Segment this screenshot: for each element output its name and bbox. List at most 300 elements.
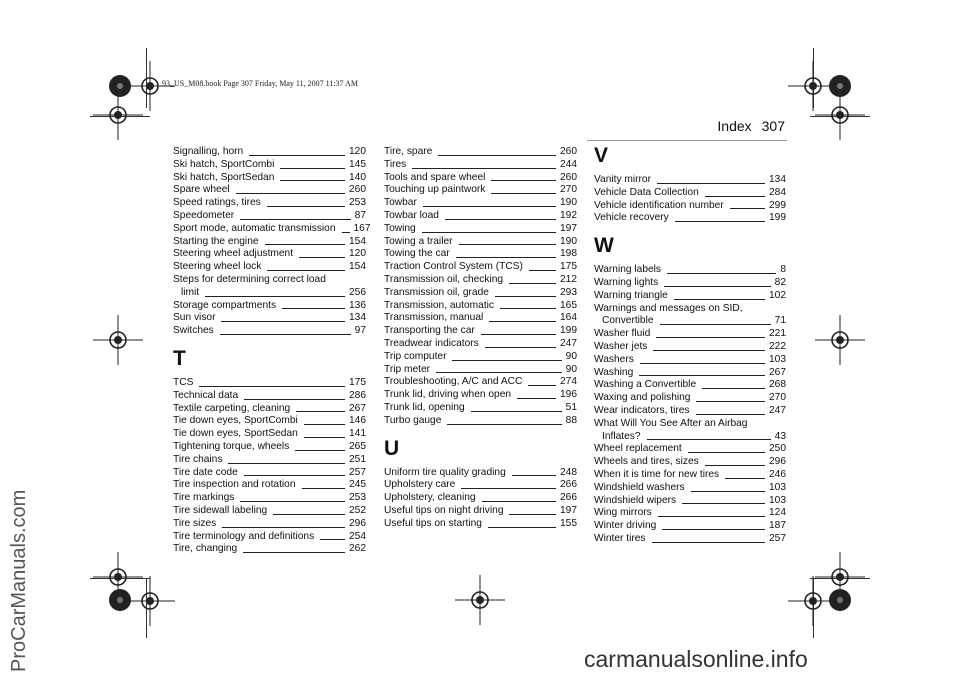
leader-line — [461, 488, 556, 489]
index-entry-text: Transmission oil, grade — [384, 286, 489, 298]
leader-line — [342, 232, 350, 233]
leader-line — [236, 193, 345, 194]
index-entry-page: 134 — [349, 312, 366, 324]
index-entry-page: 244 — [560, 158, 577, 170]
crosshair-mark-icon — [125, 576, 175, 626]
leader-line — [529, 270, 556, 271]
index-entry-text: Tie down eyes, SportSedan — [173, 428, 298, 440]
index-entry-text: Upholstery care — [384, 479, 456, 491]
index-entry-text: Tire, changing — [173, 543, 238, 555]
print-header-filename: 93_US_M08.book Page 307 Friday, May 11, 2007 11:37 AM — [162, 79, 358, 88]
index-entry-page: 221 — [769, 328, 786, 340]
leader-line — [222, 527, 345, 528]
leader-line — [696, 414, 766, 415]
leader-line — [674, 299, 765, 300]
index-entry-text: Signalling, horn — [173, 146, 244, 157]
index-entry — [384, 364, 577, 377]
index-entry-page: 284 — [769, 186, 786, 198]
leader-line — [730, 208, 765, 209]
index-entry-page: 199 — [560, 325, 577, 337]
index-entry-page: 257 — [349, 466, 366, 478]
index-entry-text: Towbar load — [384, 209, 439, 221]
index-entry-page: 175 — [349, 376, 366, 388]
index-entry-page: 296 — [769, 456, 786, 468]
index-entry-page: 254 — [349, 530, 366, 542]
index-entry-text: Windshield wipers — [594, 494, 677, 506]
index-entry-page: 247 — [560, 337, 577, 349]
index-entry — [173, 415, 366, 428]
leader-line — [436, 372, 562, 373]
leader-line — [658, 516, 765, 517]
leader-line — [199, 386, 345, 387]
index-entry — [594, 367, 786, 380]
index-entry — [594, 469, 786, 482]
leader-line — [664, 286, 770, 287]
leader-line — [489, 321, 556, 322]
index-entry-text: Tire sidewall labeling — [173, 504, 268, 516]
leader-line — [528, 385, 556, 386]
leader-line — [240, 219, 350, 220]
leader-line — [512, 475, 556, 476]
leader-line — [491, 180, 556, 181]
leader-line — [228, 463, 345, 464]
index-entry-text: Winter tires — [594, 532, 646, 544]
leader-line — [691, 491, 765, 492]
leader-line — [640, 363, 765, 364]
index-entry — [173, 274, 366, 300]
index-entry-text: Tire sizes — [173, 517, 217, 529]
index-entry — [384, 505, 577, 518]
index-entry-text: Trip computer — [384, 350, 447, 362]
index-entry — [173, 479, 366, 492]
leader-line — [656, 337, 765, 338]
index-entry — [173, 518, 366, 531]
leader-line — [299, 257, 345, 258]
index-entry-text: Towing the car — [384, 248, 450, 260]
index-entry-text: Warning triangle — [594, 289, 668, 301]
index-entry — [173, 236, 366, 249]
index-entry-text: When it is time for new tires — [594, 468, 720, 480]
index-entry-page: 260 — [560, 146, 577, 157]
index-entry-text: Vehicle identification number — [594, 199, 724, 211]
index-entry-text: Treadwear indicators — [384, 337, 479, 349]
index-entry-page: 8 — [780, 264, 786, 276]
index-entry — [173, 159, 366, 172]
index-entry — [594, 418, 786, 444]
registration-dot-icon — [828, 74, 852, 98]
index-entry — [384, 274, 577, 287]
index-entry — [173, 197, 366, 210]
index-letter-heading: W — [594, 234, 614, 258]
leader-line — [725, 478, 765, 479]
index-entry-page: 187 — [769, 520, 786, 532]
index-entry-page: 286 — [349, 389, 366, 401]
index-entry-page: 246 — [769, 468, 786, 480]
crosshair-mark-icon — [815, 315, 865, 365]
index-entry-page: 253 — [349, 492, 366, 504]
leader-line — [509, 283, 556, 284]
index-entry-text: Useful tips on starting — [384, 517, 482, 529]
index-entry-text: Warning lights — [594, 276, 659, 288]
index-entry-text: Tightening torque, wheels — [173, 440, 290, 452]
index-entry — [384, 338, 577, 351]
index-entry-text: Sport mode, automatic transmission — [173, 222, 336, 234]
index-entry — [384, 402, 577, 415]
leader-line — [517, 398, 556, 399]
index-entry — [594, 328, 786, 341]
index-entry-text: Storage compartments — [173, 299, 277, 311]
index-entry-page: 260 — [560, 171, 577, 183]
registration-dot-icon — [108, 588, 132, 612]
index-entry-text: What Will You See After an Airbag — [594, 417, 748, 429]
index-letter-heading: V — [594, 144, 609, 167]
index-entry-page: 270 — [769, 392, 786, 404]
index-entry-text: Tires — [384, 158, 407, 170]
index-entry-text: Upholstery, cleaning — [384, 492, 476, 504]
index-entry-text: Towbar — [384, 197, 417, 209]
index-entry-page: 140 — [349, 171, 366, 183]
index-entry-page: 266 — [560, 492, 577, 504]
index-entry-text: Windshield washers — [594, 481, 685, 493]
index-entry-text: Tire date code — [173, 466, 238, 478]
index-entry-text: Transmission oil, checking — [384, 273, 504, 285]
index-entry-page: 190 — [560, 197, 577, 209]
index-entry — [173, 543, 366, 556]
leader-line — [296, 411, 345, 412]
index-entry — [173, 505, 366, 518]
leader-line — [647, 439, 771, 440]
index-entry — [173, 172, 366, 185]
leader-line — [653, 350, 765, 351]
index-entry-text: Washing a Convertible — [594, 379, 697, 391]
leader-line — [273, 514, 345, 515]
index-entry-page: 262 — [349, 543, 366, 555]
index-entry-page: 251 — [349, 453, 366, 465]
index-entry-page: 267 — [769, 366, 786, 378]
index-entry — [594, 212, 786, 225]
leader-line — [696, 401, 765, 402]
index-entry-text: Transmission, manual — [384, 312, 484, 324]
index-entry-page: 102 — [769, 289, 786, 301]
index-entry-text: Washer jets — [594, 340, 648, 352]
index-entry-text: Tire chains — [173, 453, 223, 465]
index-entry — [384, 236, 577, 249]
index-entry-text: TCS — [173, 376, 194, 388]
index-entry-page: 247 — [769, 404, 786, 416]
leader-line — [688, 452, 765, 453]
leader-line — [304, 424, 345, 425]
index-entry — [173, 222, 371, 236]
leader-line — [495, 296, 556, 297]
leader-line — [282, 308, 345, 309]
index-entry-page: 87 — [354, 209, 366, 221]
index-entry-page: 248 — [560, 466, 577, 478]
index-entry — [384, 479, 577, 492]
index-entry-text: Wheels and tires, sizes — [594, 456, 699, 468]
registration-dot-icon — [108, 74, 132, 98]
index-entry-text: Traction Control System (TCS) — [384, 261, 523, 273]
index-entry-text: Transporting the car — [384, 325, 475, 337]
index-entry-text: Wing mirrors — [594, 507, 652, 519]
index-entry-page: 296 — [349, 517, 366, 529]
index-entry-page: 120 — [349, 146, 366, 157]
index-entry-page: 103 — [769, 481, 786, 493]
leader-line — [705, 465, 765, 466]
index-entry-page: 155 — [560, 517, 577, 529]
index-entry — [594, 495, 786, 508]
index-entry — [384, 287, 577, 300]
index-entry-text: Washer fluid — [594, 328, 651, 340]
index-entry-text: Steps for determining correct load — [173, 273, 326, 285]
index-entry-text: Uniform tire quality grading — [384, 466, 506, 478]
index-entry-page: 299 — [769, 199, 786, 211]
index-entry-text: Wear indicators, tires — [594, 404, 690, 416]
index-entry-page: 141 — [349, 428, 366, 440]
index-entry-page: 197 — [560, 222, 577, 234]
leader-line — [438, 155, 556, 156]
index-entry — [594, 290, 786, 303]
index-entry-page: 190 — [560, 235, 577, 247]
index-entry — [594, 392, 786, 405]
index-entry — [594, 482, 786, 495]
index-entry-text: Towing a trailer — [384, 235, 453, 247]
leader-line — [267, 206, 345, 207]
index-entry — [384, 351, 577, 364]
index-entry — [594, 507, 786, 520]
index-column-1 — [173, 146, 371, 556]
index-entry — [594, 264, 786, 277]
leader-line — [302, 488, 345, 489]
index-entry — [594, 405, 786, 418]
leader-line — [652, 542, 765, 543]
index-entry-text: Tie down eyes, SportCombi — [173, 415, 298, 427]
index-entry — [173, 248, 366, 261]
index-entry — [384, 261, 577, 274]
index-entry-text: Wheel replacement — [594, 443, 682, 455]
leader-line — [267, 270, 345, 271]
index-entry-page: 265 — [349, 440, 366, 452]
index-entry — [173, 261, 366, 274]
leader-line — [447, 424, 561, 425]
leader-line — [682, 503, 765, 504]
leader-line — [280, 168, 345, 169]
crosshair-mark-icon — [455, 575, 505, 625]
index-entry-text: Tire, spare — [384, 146, 433, 157]
index-column-2 — [384, 146, 577, 531]
index-entry-text: Troubleshooting, A/C and ACC — [384, 376, 523, 388]
leader-line — [265, 244, 345, 245]
index-entry — [594, 200, 786, 213]
index-entry-page: 266 — [560, 479, 577, 491]
leader-line — [456, 257, 556, 258]
index-entry-page: 165 — [560, 299, 577, 311]
index-entry — [384, 376, 577, 389]
index-entry — [173, 531, 366, 544]
index-entry-page: 90 — [565, 363, 577, 375]
index-entry — [384, 172, 577, 185]
index-entry-text: Switches — [173, 325, 214, 337]
index-entry-text: Trunk lid, opening — [384, 401, 465, 413]
index-entry-text: Vehicle recovery — [594, 212, 669, 224]
index-entry-text: Useful tips on night driving — [384, 504, 504, 516]
index-entry-text: Turbo gauge — [384, 414, 442, 426]
leader-line — [452, 360, 561, 361]
index-entry-text: Trip meter — [384, 363, 431, 375]
index-entry-page: 199 — [769, 212, 786, 224]
leader-line — [220, 334, 351, 335]
page-number: 307 — [761, 118, 785, 134]
leader-line — [509, 514, 556, 515]
leader-line — [491, 193, 556, 194]
index-entry — [384, 300, 577, 313]
index-entry-text: Winter driving — [594, 520, 657, 532]
leader-line — [481, 334, 556, 335]
index-entry-page: 267 — [349, 402, 366, 414]
index-entry-page: 88 — [565, 414, 577, 426]
leader-line — [662, 529, 765, 530]
index-entry — [594, 303, 786, 329]
index-entry-page: 154 — [349, 235, 366, 247]
index-entry — [173, 300, 366, 313]
index-entry-page: 260 — [349, 184, 366, 196]
index-entry-page: 175 — [560, 261, 577, 273]
index-entry-text: Warnings and messages on SID, — [594, 302, 743, 314]
leader-line — [243, 552, 345, 553]
index-entry-text: Spare wheel — [173, 184, 230, 196]
index-entry-text: Technical data — [173, 389, 239, 401]
leader-line — [423, 206, 556, 207]
index-letter-heading: T — [173, 346, 186, 370]
index-entry — [384, 389, 577, 402]
index-entry-page: 274 — [560, 376, 577, 388]
index-entry — [594, 174, 786, 187]
index-entry-continuation: Inflates? — [602, 430, 641, 442]
leader-line — [221, 321, 345, 322]
index-entry-page: 270 — [560, 184, 577, 196]
index-entry-page: 250 — [769, 443, 786, 455]
index-entry — [594, 354, 786, 367]
index-entry — [173, 184, 366, 197]
index-entry-continuation: limit — [181, 286, 200, 298]
index-entry — [594, 443, 786, 456]
index-entry-page: 198 — [560, 248, 577, 260]
index-entry — [594, 341, 786, 354]
leader-line — [459, 244, 556, 245]
index-entry-text: Towing — [384, 222, 416, 234]
index-entry-text: Speed ratings, tires — [173, 197, 261, 209]
index-entry — [173, 454, 366, 467]
leader-line — [205, 296, 345, 297]
index-entry-page: 268 — [769, 379, 786, 391]
leader-line — [657, 183, 765, 184]
index-column-3 — [594, 146, 786, 546]
index-entry — [594, 533, 786, 546]
index-entry-text: Touching up paintwork — [384, 184, 486, 196]
leader-line — [320, 539, 345, 540]
index-entry-page: 90 — [565, 350, 577, 362]
leader-line — [660, 324, 771, 325]
index-entry — [173, 467, 366, 480]
index-entry-text: Tire inspection and rotation — [173, 479, 296, 491]
index-entry — [173, 377, 366, 390]
leader-line — [702, 388, 765, 389]
index-entry — [173, 312, 366, 325]
leader-line — [675, 221, 765, 222]
index-entry-page: 51 — [565, 401, 577, 413]
index-entry — [173, 146, 366, 159]
index-entry — [384, 312, 577, 325]
index-entry-page: 134 — [769, 174, 786, 185]
index-entry — [173, 428, 366, 441]
index-entry — [594, 456, 786, 469]
index-entry-page: 253 — [349, 197, 366, 209]
leader-line — [482, 501, 556, 502]
leader-line — [485, 347, 556, 348]
index-entry-text: Trunk lid, driving when open — [384, 389, 512, 401]
index-entry — [384, 210, 577, 223]
leader-line — [500, 308, 556, 309]
page-header-title: Index — [717, 118, 752, 134]
index-entry-text: Warning labels — [594, 264, 662, 276]
index-entry — [173, 403, 366, 416]
index-entry — [594, 187, 786, 200]
index-entry-page: 196 — [560, 389, 577, 401]
index-entry-text: Steering wheel adjustment — [173, 248, 294, 260]
index-entry-text: Speedometer — [173, 209, 235, 221]
index-entry-page: 252 — [349, 504, 366, 516]
leader-line — [280, 180, 345, 181]
leader-line — [422, 232, 556, 233]
leader-line — [412, 168, 556, 169]
leader-line — [445, 219, 556, 220]
index-letter-heading: U — [384, 436, 400, 460]
index-entry — [384, 248, 577, 261]
index-entry — [384, 197, 577, 210]
index-entry — [384, 159, 577, 172]
index-entry-page: 82 — [774, 276, 786, 288]
index-entry-text: Sun visor — [173, 312, 216, 324]
index-entry-page: 145 — [349, 158, 366, 170]
leader-line — [705, 196, 765, 197]
index-entry — [173, 441, 366, 454]
index-entry-text: Tools and spare wheel — [384, 171, 486, 183]
index-entry — [173, 210, 366, 223]
index-entry — [384, 325, 577, 338]
index-entry-continuation: Convertible — [602, 315, 654, 327]
index-entry-page: 167 — [353, 222, 371, 234]
index-entry — [594, 277, 786, 290]
index-entry — [384, 518, 577, 531]
leader-line — [240, 501, 345, 502]
index-entry-page: 97 — [354, 325, 366, 337]
index-entry — [173, 390, 366, 403]
index-entry-page: 212 — [560, 273, 577, 285]
index-entry-text: Steering wheel lock — [173, 261, 262, 273]
index-entry-page: 136 — [349, 299, 366, 311]
index-entry — [384, 467, 577, 480]
leader-line — [295, 450, 345, 451]
index-entry-page: 154 — [349, 261, 366, 273]
index-entry-page: 197 — [560, 504, 577, 516]
index-entry-text: Ski hatch, SportSedan — [173, 171, 275, 183]
index-entry — [384, 184, 577, 197]
leader-line — [304, 437, 345, 438]
index-entry-page: 256 — [349, 286, 366, 298]
index-entry-text: Transmission, automatic — [384, 299, 495, 311]
index-entry-page: 124 — [769, 507, 786, 519]
leader-line — [244, 399, 345, 400]
index-entry-page: 103 — [769, 494, 786, 506]
